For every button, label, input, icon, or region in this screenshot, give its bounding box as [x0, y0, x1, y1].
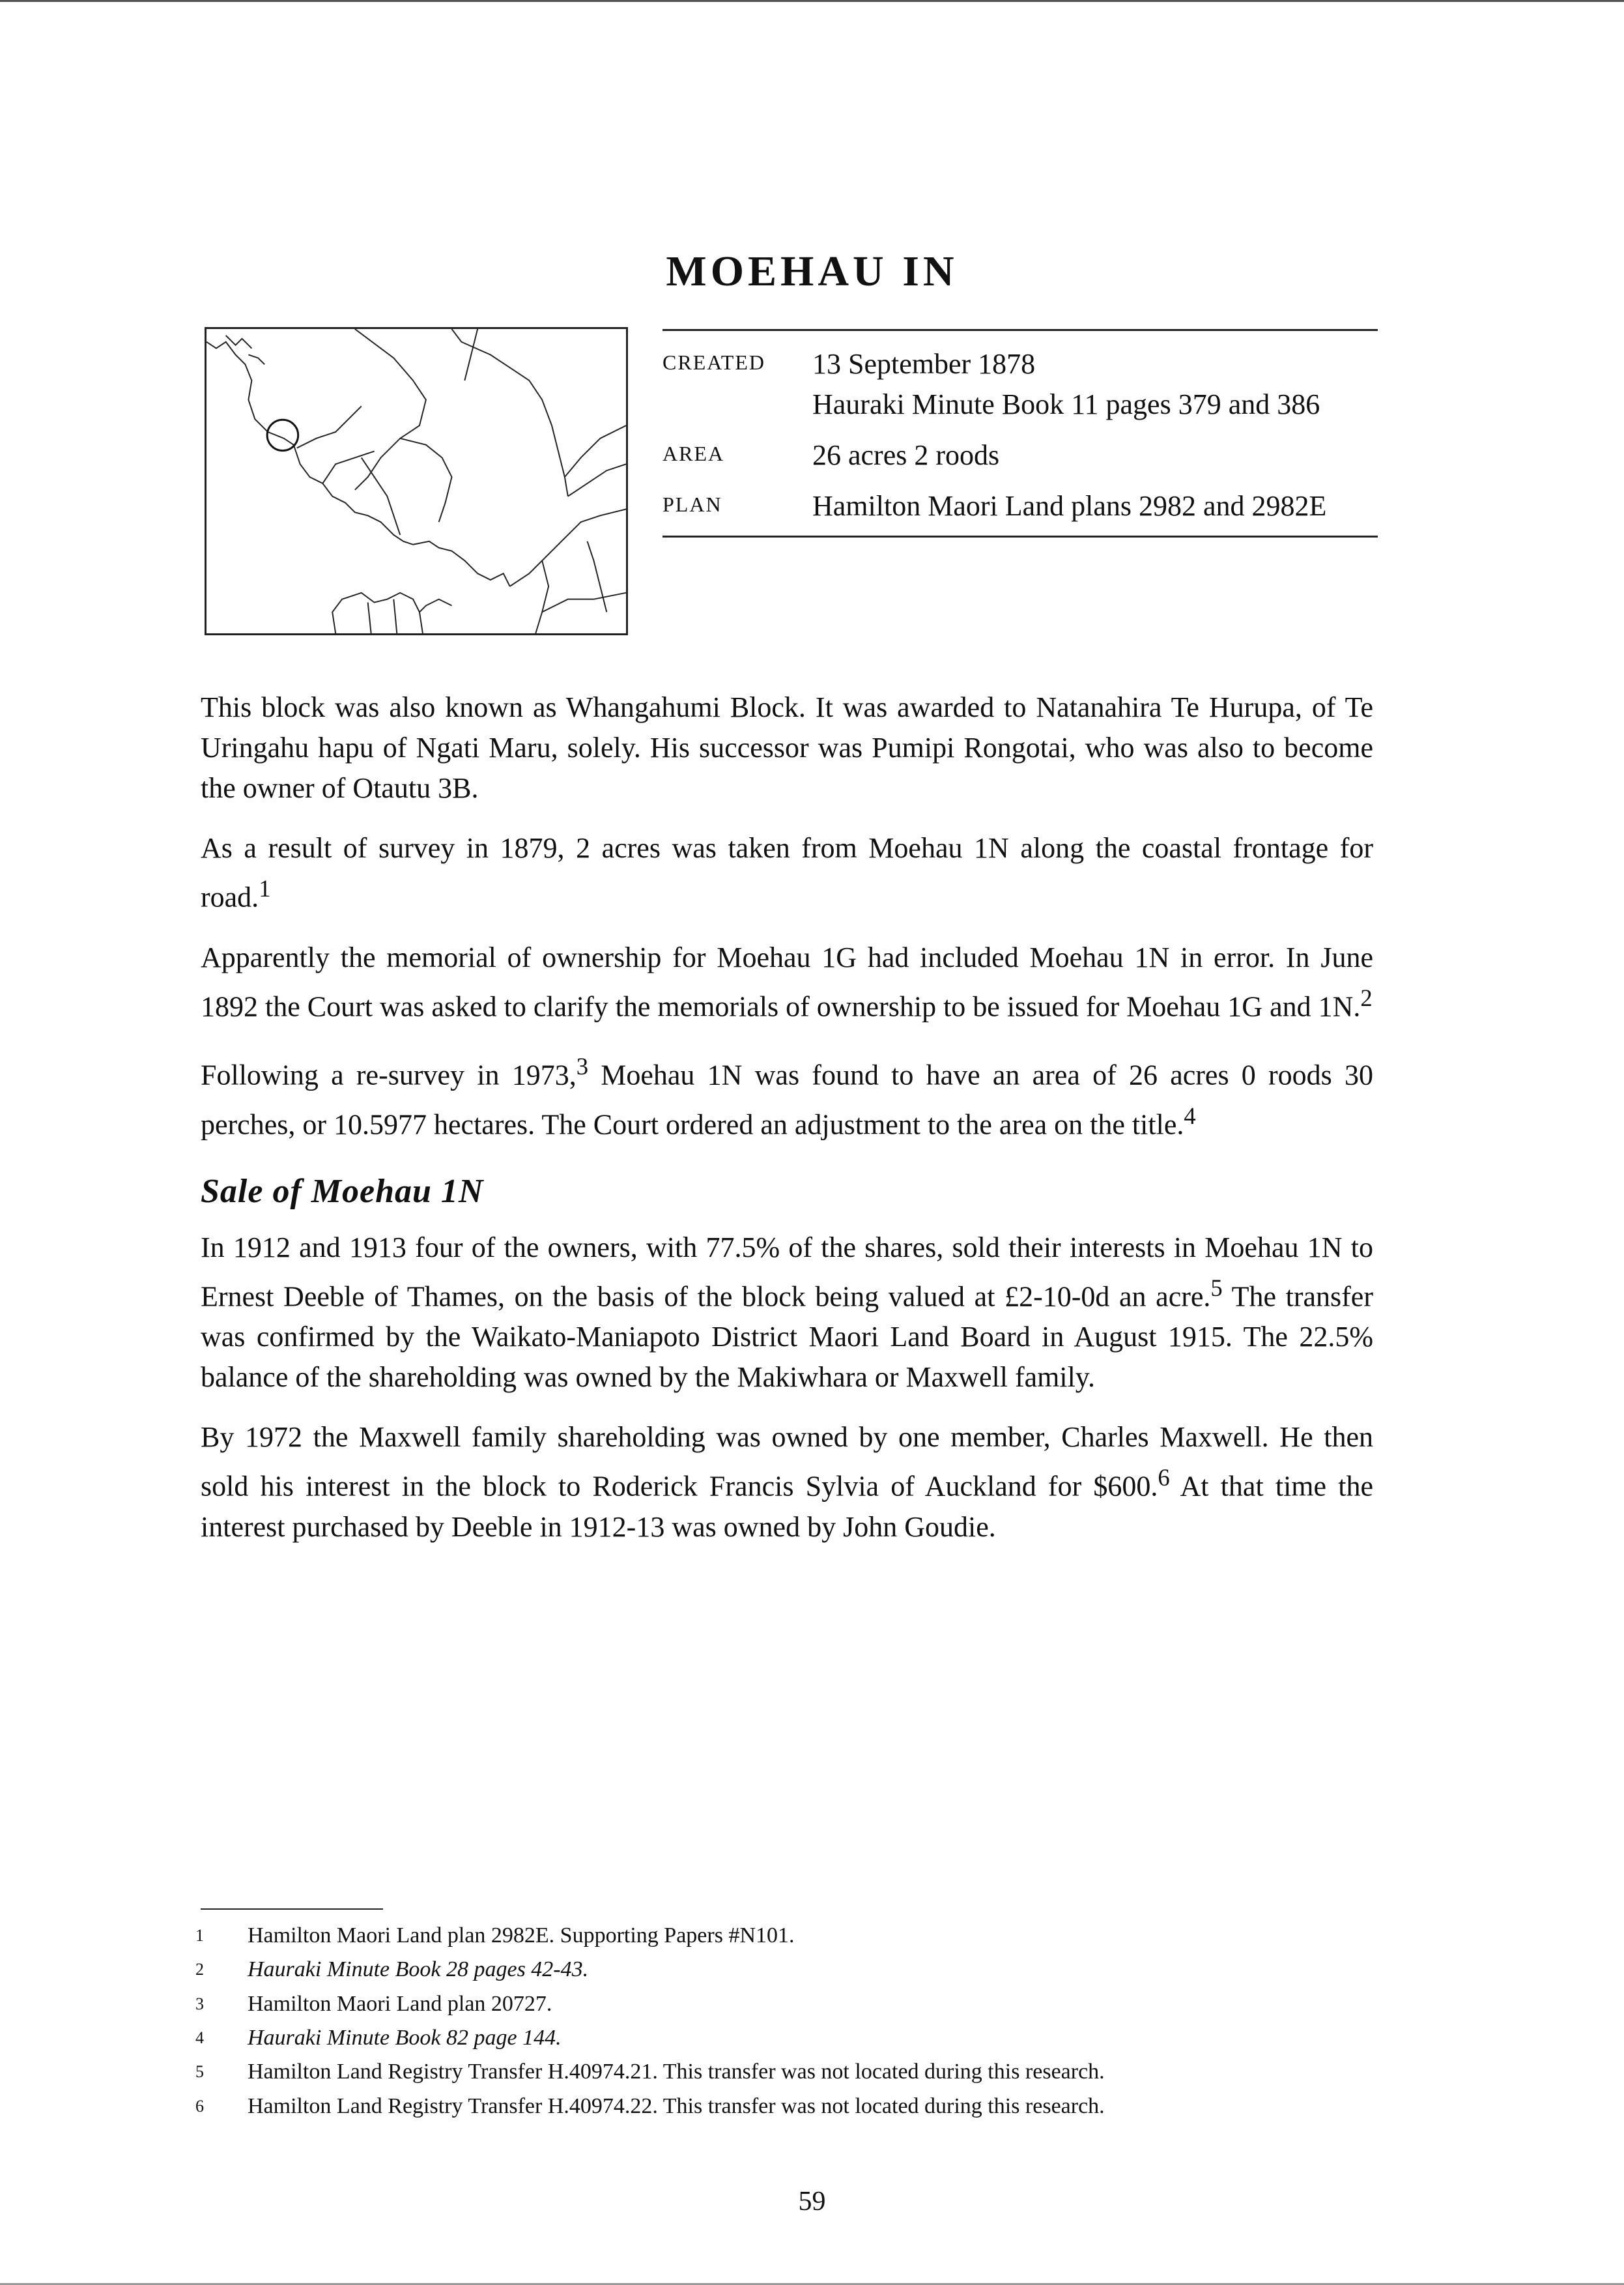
footnote-number: 4 — [195, 2028, 204, 2047]
location-map — [205, 327, 628, 635]
footnote-number: 5 — [195, 2062, 204, 2082]
footnote-1 — [195, 1922, 1368, 1956]
created-reference: Hauraki Minute Book 11 pages 379 and 386 — [812, 388, 1320, 420]
footnote-number: 2 — [195, 1960, 204, 1979]
footnote-text: Hamilton Land Registry Transfer H.40974.21. This transfer was not located during this research. — [248, 2060, 1105, 2084]
footnote-ref-4[interactable]: 4 — [1184, 1102, 1196, 1129]
footnote-2 — [195, 1956, 1368, 1990]
plan-value: Hamilton Maori Land plans 2982 and 2982E — [812, 490, 1327, 522]
info-row-area — [662, 435, 1378, 476]
footnote-3 — [195, 1990, 1368, 2024]
footnote-ref-1[interactable]: 1 — [259, 875, 271, 902]
footnote-number: 1 — [195, 1926, 204, 1945]
page-number: 59 — [798, 2187, 826, 2217]
location-map-icon — [207, 329, 626, 633]
section-heading: Sale of Moehau 1N — [201, 1172, 484, 1210]
paragraph-2-text: As a result of survey in 1879, 2 acres was taken from Moehau 1N along the coastal frontage for road. — [201, 832, 1373, 913]
paragraph-5-text-b: The transfer was confirmed by the Waikato-Maniapoto District Maori Land Board in August 1915. The 22.5% balance of the shareholding was owned by the Makiwhara or Maxwell family. — [201, 1280, 1373, 1394]
paragraph-3-text: Apparently the memorial of ownership for Moehau 1G had included Moehau 1N in error. In June 1892 the Court was asked to clarify the memorials of ownership to be issued for Moehau 1G and 1N. — [201, 941, 1373, 1023]
paragraph-4 — [201, 1046, 1373, 1145]
footnote-text: Hauraki Minute Book 82 page 144. — [248, 2025, 562, 2050]
paragraph-4-text-a: Following a re-survey in 1973, — [201, 1059, 577, 1091]
block-info-table — [662, 329, 1378, 538]
footnote-ref-6[interactable]: 6 — [1158, 1464, 1170, 1491]
paragraph-2 — [201, 828, 1373, 918]
paragraph-4-text-b: Moehau 1N was found to have an area of 26 acres 0 roods 30 perches, or 10.5977 hectares. The Court ordered an adjustment to the area on the title. — [201, 1059, 1373, 1141]
paragraph-3 — [201, 938, 1373, 1028]
paragraph-6 — [201, 1417, 1373, 1547]
footnote-5 — [195, 2058, 1368, 2092]
footnote-ref-5[interactable]: 5 — [1210, 1274, 1223, 1301]
paragraph-1 — [201, 687, 1373, 809]
footnote-text: Hamilton Land Registry Transfer H.40974.22. This transfer was not located during this research. — [248, 2093, 1105, 2118]
created-label: CREATED — [662, 351, 765, 374]
footnote-6 — [195, 2093, 1368, 2127]
top-rule — [0, 0, 1624, 2]
footnote-number: 3 — [195, 1994, 204, 2013]
footnote-ref-3[interactable]: 3 — [576, 1053, 589, 1080]
footnote-ref-2[interactable]: 2 — [1360, 984, 1373, 1011]
paragraph-1-text: This block was also known as Whangahumi Block. It was awarded to Natanahira Te Hurupa, of Te Uringahu hapu of Ngati Maru, solely. His successor was Pumipi Rongotai, who was also to become the owner of Otautu 3B. — [201, 691, 1373, 804]
footnote-text: Hauraki Minute Book 28 pages 42-43. — [248, 1957, 589, 1982]
footnotes — [195, 1922, 1368, 2127]
footnote-4 — [195, 2024, 1368, 2058]
footnote-number: 6 — [195, 2096, 204, 2116]
footnote-text: Hamilton Maori Land plan 20727. — [248, 1991, 552, 2016]
area-label: AREA — [662, 442, 725, 465]
info-row-created — [662, 344, 1378, 425]
page-title: MOEHAU IN — [666, 248, 958, 296]
paragraph-6-text-a: By 1972 the Maxwell family shareholding was owned by one member, Charles Maxwell. He then sold his interest in the block to Roderick Francis Sylvia of Auckland for $600. — [201, 1421, 1373, 1502]
body-text — [201, 687, 1373, 1567]
plan-label: PLAN — [662, 493, 722, 516]
created-value — [812, 344, 1320, 425]
footnote-text: Hamilton Maori Land plan 2982E. Supporting Papers #N101. — [248, 1923, 795, 1947]
created-date: 13 September 1878 — [812, 348, 1036, 380]
footnote-rule — [201, 1908, 383, 1910]
info-row-plan — [662, 486, 1378, 526]
paragraph-5 — [201, 1228, 1373, 1398]
area-value: 26 acres 2 roods — [812, 439, 1000, 471]
paragraph-5-text-a: In 1912 and 1913 four of the owners, with 77.5% of the shares, sold their interests in Moehau 1N to Ernest Deeble of Thames, on the basis of the block being valued at £2-10-0d an acre. — [201, 1231, 1373, 1313]
paragraph-6-text-b: At that time the interest purchased by Deeble in 1912-13 was owned by John Goudie. — [201, 1470, 1373, 1543]
